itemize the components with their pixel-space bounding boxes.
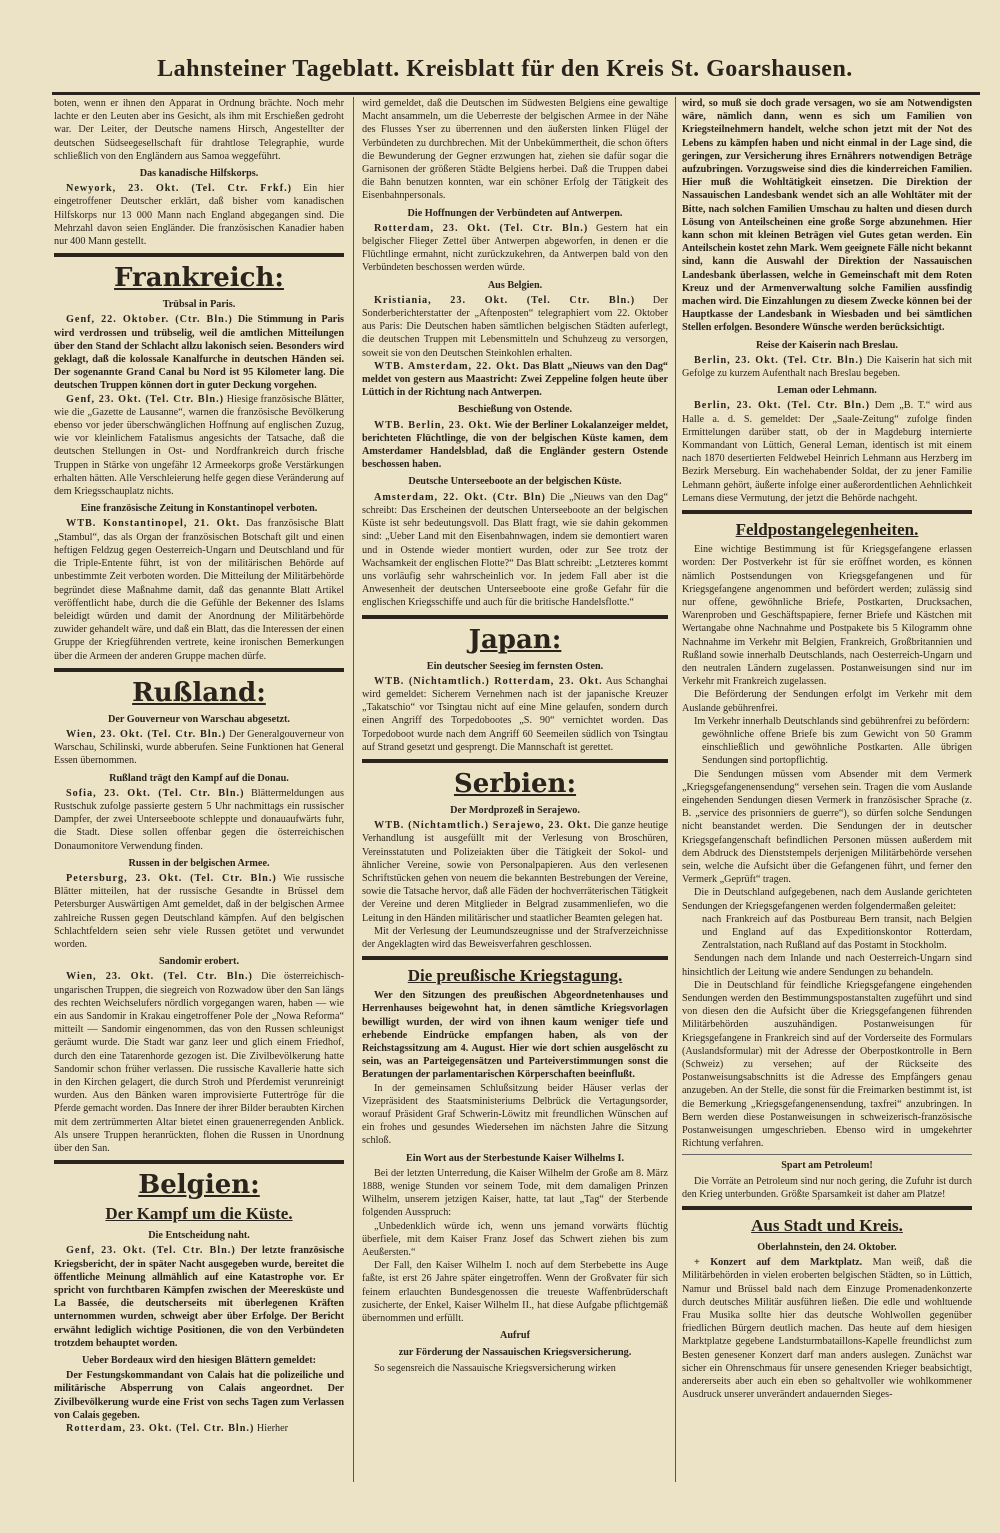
paragraph: Die Vorräte an Petroleum sind nur noch gering, die Zufuhr ist durch den Krieg unterbunden. Größte Sparsamkeit ist daher am Platze! (682, 1175, 972, 1200)
section-rule (54, 668, 344, 672)
article-title: Die preußische Kriegstagung. (407, 966, 623, 986)
paragraph: Wien, 23. Okt. (Tel. Ctr. Bln.) Die österreichisch-ungarischen Truppen, die siegreich von Rozwadow über den San längs des rechten Weichselufers nördlich vorgegangen waren, haben — wie ein aus Sandomir in Krakau eingetroffener Pole der „Nowa Reforma“ mitteilt — Sandomir eingenommen, das von den Russen schleunigst geräumt wurde. Die Stadt war ganz leer und glich einem Friedhof, durch den eine Tatarenhorde gezogen ist. Die Zivilbevölkerung hatte Sandomir schon früher verlassen. Die russische Kavallerie hatte sich in den Kirchen gelagert, die durch Stroh und Pferdemist verunreinigt wurden. Aus den Bänken waren improvisierte Futtertröge für die Pferde gemacht worden. Das Innere der ihrer Bilder beraubten Kirchen mit dem zertrümmerten Altar bietet einen grauenerregenden Anblick. Als unsere Truppen heranrückten, flohen die Russen in Unordnung über den San. (54, 971, 344, 1155)
paragraph: Mit der Verlesung der Leumundszeugnisse und der Strafverzeichnisse der Angeklagten wird das Beweisverfahren geschlossen. (362, 925, 668, 950)
paragraph: Rotterdam, 23. Okt. (Tel. Ctr. Bln.) Hierher (66, 1423, 289, 1435)
paragraph: Genf, 23. Okt. (Tel. Ctr. Bln.) Der letzte französische Kriegsbericht, der in später Nacht ausgegeben wurde, bereitet die öffentliche Meinung allmählich auf eine Katastrophe vor. Er spricht von furchtbaren Kämpfen zwischen der Meeresküste und La Bassée, die deutscherseits mit überlegenen Kräften unternommen wurden, schweigt aber über Erfolge. Der Bericht erwähnt lediglich wichtige Positionen, die von den Verbündeten trotzdem behauptet worden. (54, 1245, 344, 1349)
paragraph: Genf, 22. Oktober. (Ctr. Bln.) Die Stimmung in Paris wird verdrossen und trübselig, weil die amtlichen Mitteilungen über den Stand der Schlacht allzu lakonisch seien. Besonders wird geklagt, daß die kolossale Kanalfurche in deutschen Händen sei. Der sogenannte Grand Canal bu Nord ist 95 Kilometer lang. Die deutschen Truppen können dort in guter Deckung vorgehen. (54, 314, 344, 392)
paragraph: Die Beförderung der Sendungen erfolgt im Verkehr mit dem Auslande gebührenfrei. (682, 689, 972, 714)
paragraph: Der Fall, den Kaiser Wilhelm I. noch auf dem Sterbebette ins Auge faßte, ist erst 26 Jahre später eingetroffen. Wenn der Großvater für sich feinem erlauchten Bundesgenossen die treueste Waffenbrüderschaft zusicherte, der Enkel, Kaiser Wilhelm II., hat diese Aufgabe pflichtgemäß übernommen und erfüllt. (362, 1260, 668, 1325)
paragraph: WTB. Amsterdam, 22. Okt. Das Blatt „Nieuws van den Dag“ meldet von gestern aus Maastricht: Zwei Zeppeline folgen heute über Lüttich in der Richtung nach Antwerpen. (362, 360, 668, 399)
column-divider (675, 97, 676, 1482)
paragraph: Rotterdam, 23. Okt. (Tel. Ctr. Bln.) Gestern hat ein belgischer Flieger Zettel über Antwerpen abgeworfen, in denen er die Flüchtlinge ermahnt, nicht zurückzukehren, da Antwerpen bald von den Verbündeten beschossen werden würde. (362, 222, 668, 274)
paragraph: Der Festungskommandant von Calais hat die polizeiliche und militärische Absperrung von Calais angeordnet. Der Zivilbevölkerung wurde eine Frist von sechs Tagen zum Verlassen von Calais gegeben. (54, 1370, 344, 1421)
article-headline: Der Gouverneur von Warschau abgesetzt. (108, 713, 290, 725)
paragraph: Kristiania, 23. Okt. (Tel. Ctr. Bln.) Der Sonderberichterstatter der „Aftenposten“ telegraphiert vom 22. Oktober aus Paris: Die Deutschen haben sämtlichen belgischen Städten auferlegt, die deutschen Truppen mit Lebensmitteln und Schuhzeug zu versorgen, soweit sie von den Deutschen Steinkohlen erhalten. (362, 294, 668, 359)
paragraph: + Konzert auf dem Marktplatz. Man weiß, daß die Militärbehörden in vielen eroberten belgischen Städten, so in Lüttich, Namur und Brüssel bald nach dem Einzuge Promenadenkonzerte durch deutsches Militär ausführen ließen. Die edle und wohltuende Frau Musika sollte hier das deutsche Wohlwollen gegenüber friedlichen Bürgern deutlich machen. Das heute auf dem hiesigen Marktplatze gegebene Landsturmbataillons-Kapelle freundlichst zum Besten genesener Konzert darf man anders auslegen. Zunächst war sicher ein Ohrenschmaus für unsere genesenden Krieger beabsichtigt, andererseits aber auch ein eben so gehaltvoller wie wohlkommener Ausdruck unserer unverändert andauernden Sieges- (682, 1257, 972, 1401)
paragraph: Im Verkehr innerhalb Deutschlands sind gebührenfrei zu befördern: (694, 715, 970, 727)
section-title-russland: Rußland: (132, 677, 266, 708)
paragraph: In der gemeinsamen Schlußsitzung beider Häuser verlas der Vizepräsident des Staatsministeriums Delbrück die Vertagungsorder, worauf Präsident Graf Schwerin-Löwitz mit freundlichen Wünschen auf ein frohes und gesundes Wiedersehen im nächsten Jahre die Sitzung schloß. (362, 1082, 668, 1147)
paragraph: Genf, 23. Okt. (Tel. Ctr. Bln.) Hiesige französische Blätter, wie die „Gazette de Lausanne“, warnen die französische Bevölkerung ebenso vor jeder überschwänglichen Hoffnung auf englischen Zuzug, wie vor kleinlichem Fatalismus angesichts der Tatsache, daß die deutschen Stellungen in Ost- und Nordfrankreich durch frische Truppen in Stärke von ungefähr 12 Armeekorps große Verstärkungen erhalten hätten. Alle Verschleierung helfe gegen diese Veränderung auf dem Kriegsschauplatz nichts. (54, 393, 344, 498)
section-title-japan: Japan: (468, 624, 562, 655)
paragraph: wird gemeldet, daß die Deutschen im Südwesten Belgiens eine gewaltige Macht ansammeln, um die Ueberreste der belgischen Armee in der Nähe des Flusses Yser zu überrennen und den äußersten linken Flügel der Verbündeten zu durchbrechen. Mit der Unbekümmertheit, die schon öfters die Bewunderung der Gegner erzwungen hat, ziehen sie dafür sogar die Garnisonen der größeren Städte Belgiens herbei. Daß die Truppen dabei die Bahn benutzen konnten, war ein schöner Erfolg der Tätigkeit des Eisenbahnpersonals. (362, 98, 668, 202)
paragraph: WTB. (Nichtamtlich.) Rotterdam, 23. Okt. Aus Schanghai wird gemeldet: Sicherem Vernehmen nach ist der japanische Kreuzer „Takatschio“ vor Tsingtau nicht auf eine Mine gelaufen, sondern durch einen Angriff des Torpedobootes „S. 90“ vernichtet worden. Das Torpedoboot wurde nach dem Angriff 60 Seemeilen südlich von Tsingtau auf Strand gesetzt und gesprengt. Die Mannschaft ist gerettet. (362, 675, 668, 753)
paragraph: Sendungen nach dem Inlande und nach Oesterreich-Ungarn sind hinsichtlich der Leitung wie andere Sendungen zu behandeln. (682, 953, 972, 978)
article-headline: Die Hoffnungen der Verbündeten auf Antwerpen. (407, 207, 623, 219)
section-title-belgien: Belgien: (138, 1170, 260, 1201)
article-headline: Ein Wort aus der Sterbestunde Kaiser Wilhelms I. (405, 1152, 625, 1164)
paragraph: Wien, 23. Okt. (Tel. Ctr. Bln.) Der Generalgouverneur von Warschau, Schilinski, wurde abberufen. Seine Funktionen hat General Essen übernommen. (54, 728, 344, 767)
article-headline: Aufruf (500, 1330, 530, 1342)
article-headline: Deutsche Unterseeboote an der belgischen Küste. (408, 476, 622, 488)
section-rule (362, 759, 668, 763)
column-3 (682, 97, 972, 1487)
paragraph: boten, wenn er ihnen den Apparat in Ordnung brächte. Noch mehr lachte er den Leuten aber ins Gesicht, als ihm mit Erschießen gedroht war. Der Leiter, der Deutsche namens Hirsch, Angestellter der deutschen Südseegesellschaft für drahtlose Telegraphie, wurde schließlich von den Engländern aus Samoa weggeführt. (54, 98, 344, 162)
article-title: Der Kampf um die Küste. (105, 1204, 293, 1224)
paragraph: WTB. (Nichtamtlich.) Serajewo, 23. Okt. Die ganze heutige Verhandlung ist ausgefüllt mit der Verlesung von Broschüren, Vereinsstatuten und Polizeiakten über die Tätigkeit der Sokol- und ähnlicher Vereine, sowie von Personalpapieren. Aus den verlesenen Schriftstücken gehen von neuem die bekannten Bestrebungen der Vereine, sowie die Tatsache hervor, daß alle Fäden der hochverräterischen Tätigkeit der Vereine und deren Mitglieder in Belgrad zusammenliefen, wo die Leitung in den Händen militärischer und staatlicher Beamten gelegen hat. (362, 820, 668, 924)
article-headline: Aus Belgien. (487, 279, 543, 291)
article-headline: zur Förderung der Nassauischen Kriegsversicherung. (398, 1347, 632, 1359)
masthead: Lahnsteiner Tageblatt. Kreisblatt für den Kreis St. Goarshausen. (157, 56, 853, 82)
divider (682, 1154, 972, 1155)
column-2 (362, 97, 668, 1487)
paragraph: nach Frankreich auf das Postbureau Bern transit, nach Belgien und England auf das Expeditionskontor Rotterdam, Zentralstation, nach Rußland auf das Postamt in Stockholm. (702, 913, 972, 952)
paragraph: WTB. Berlin, 23. Okt. Wie der Berliner Lokalanzeiger meldet, berichteten Flüchtlinge, die von der belgischen Küste kamen, dem Amsterdamer Handelsblad, daß die Engländer gestern Ostende beschossen haben. (362, 419, 668, 471)
masthead-rule (52, 92, 980, 95)
article-headline: Ein deutscher Seesieg im fernsten Osten. (426, 660, 604, 672)
article-headline: Trübsal in Paris. (162, 299, 236, 311)
paragraph: Die Sendungen müssen vom Absender mit dem Vermerk „Kriegsgefangenensendung“ versehen sein. Tragen die vom Auslande eingehenden Sendungen diesen Vermerk in französischer Sprache (z. B. „service des prisonniers de guerre“), so dürfen solche Sendungen nicht beanstandet werden. Die Sendungen der in deutscher Kriegsgefangenschaft befindlichen Personen müssen außerdem mit dem Abdruck des Dienststempels derjenigen Militärbehörde versehen sein, welche die Aufsicht über die Gefangenen führt, und ferner den Vermerk „Geprüft“ tragen. (682, 768, 972, 886)
paragraph: wird, so muß sie doch grade versagen, wo sie am Notwendigsten wäre, nämlich dann, wenn es sich um Familien von Kriegsteilnehmern handelt, welche schon jetzt mit der Not des Lebens zu kämpfen haben und nicht einmal in der Lage sind, die geringen, zur Versicherung ihres Ernährers notwendigen Beträge aufzubringen. Vorzugsweise sind dies die kinderreichen Familien. Hier muß die Wohltätigkeit einsetzen. Die Direktion der Nassauischen Landesbank wendet sich an alle Wohltäter mit der Bitte, nach solchen Familien Umschau zu halten und diesen durch Lösung von Anteilscheinen eine große Sorge abzunehmen. Hier kann schon mit kleinen Beträgen viel Gutes getan werden. Ein Anteilschein kostet zehn Mark. Wem geeignete Fälle nicht bekannt sind, kann die Auswahl der Direktion der Nassauischen Landesbank überlassen, welche in Gemeinschaft mit dem Roten Kreuz und der Armenverwaltung solche Familien aussfindig machen wird. Die Einzahlungen zu diesem Zwecke können bei der Hauptkasse der Landesbank in Wiesbaden und bei sämtlichen Stellen erfolgen. Besondere Wünsche werden berücksichtigt. (682, 98, 972, 334)
paragraph: Bei der letzten Unterredung, die Kaiser Wilhelm der Große am 8. März 1888, wenige Stunden vor seinem Tode, mit dem damaligen Prinzen Wilhelm, unserem jetzigen Kaiser, hatte, tat laut „Tag“ der Sterbende folgenden Ausspruch: (362, 1167, 668, 1219)
article-headline: Eine französische Zeitung in Konstantinopel verboten. (80, 503, 318, 515)
article-headline: Reise der Kaiserin nach Breslau. (756, 339, 898, 351)
article-headline: Die Entscheidung naht. (148, 1230, 250, 1242)
paragraph: WTB. Konstantinopel, 21. Okt. Das französische Blatt „Stambul“, das als Organ der französischen Botschaft gilt und einen heftigen Feldzug gegen Oesterreich-Ungarn und Deutschland und für die Triple-Entente führt, ist von der militärischen Behörde auf unbestimmte Zeit verboten worden. Die Mitteilung der Militärbehörde begründet diese Maßnahme damit, daß das genannte Blatt Artikel veröffentlicht habe, durch die die Gefühle der Bekenner des Islams beleidigt würden und damit der Anordnung der Militärbehörde zuwider gehandelt wäre, und daß ein Blatt, das die Interessen der einen Gruppe der Kriegführenden vertrete, keine ironischen Bemerkungen über die Armeen der anderen Gruppe machen dürfe. (54, 518, 344, 662)
paragraph: Berlin, 23. Okt. (Tel. Ctr. Bln.) Dem „B. T.“ wird aus Halle a. d. S. gemeldet: Der „Saale-Zeitung“ zufolge finden Ermittelungen darüber statt, ob der in Magdeburg internierte Kommandant von Lüttich, General Leman, identisch ist mit einem nach 1870 desertierten Feldwebel Heinrich Lehmann aus Herzberg im Bezirk Merseburg. Ein wachehabender Soldat, der zu jener Familie Lehmann gehört, äußerte infolge einer außerordentlichen Aehnlichkeit Lemans diese Vermutung, der jetzt die Behörde nachgeht. (682, 400, 972, 504)
article-headline: Russen in der belgischen Armee. (128, 857, 270, 869)
article-headline: Rußland trägt den Kampf auf die Donau. (109, 772, 289, 784)
paragraph: Die in Deutschland aufgegebenen, nach dem Auslande gerichteten Sendungen der Kriegsgefangenen werden folgendermaßen geleitet: (682, 887, 972, 912)
article-headline: Sandomir erobert. (159, 956, 239, 968)
paragraph: gewöhnliche offene Briefe bis zum Gewicht von 50 Gramm einschließlich und gewöhnliche Postkarten. Alle übrigen Sendungen sind portopflichtig. (702, 728, 972, 767)
dateline: Newyork, 23. Okt. (Tel. Ctr. Frkf.) (66, 183, 293, 195)
paragraph: Amsterdam, 22. Okt. (Ctr. Bln) Die „Nieuws van den Dag“ schreibt: Das Erscheinen der deutschen Unterseeboote an der belgischen Küste ist sehr bedeutungsvoll. Das Blatt fragt, wie sie dahin gekommen sind: „Ueber Land mit den Eisenbahnwagen, indem sie demontiert waren und in Ostende wieder montiert wurden, oder zur See trotz der Wachsamkeit der englischen Flotte?“ Das Blatt schreibt: „Letzteres kommt uns vorläufig sehr wahrscheinlich vor. In jedem Fall aber ist die Anwesenheit der deutschen Unterseeboote eine große Gefahr für die englischen Kriegsschiffe und auch für die britische Handelsflotte.“ (362, 491, 668, 609)
section-title-frankreich: Frankreich: (114, 263, 284, 294)
paragraph: Die in Deutschland für feindliche Kriegsgefangene eingehenden Sendungen werden den Bestimmungspostanstalten zugeführt und sind von diesen den die Aufsicht über die Kriegsgefangenen führenden Militärbehörden auszuhändigen. Postanweisungen für Kriegsgefangene in Frankreich sind auf der Vorderseite des Formulars (Auslandsformular) mit der Adresse der Oberpostkontrolle in Bern (Schweiz) zu versehen; auf der Rückseite des Postanweisungsabschnitts ist die Adresse des Empfängers genau anzugeben. An der Stelle, die sonst für die Freimarken bestimmt ist, ist die Bemerkung „Kriegsgefangenensendung, taxfrei“ anzubringen. In Bern werden diese Postanweisungen in schweizerisch-französische Postanweisungen umgeschrieben. Ebenso wird in umgekehrter Richtung verfahren. (682, 979, 972, 1150)
paragraph: Sofia, 23. Okt. (Tel. Ctr. Bln.) Blättermeldungen aus Rustschuk zufolge passierte gestern 5 Uhr nachmittags ein russischer Dampfer, der zwei Unterseeboote schleppte und donauaufwärts fuhr, die Stadt. Diese sollen offenbar gegen die österreichischen Donaumonitore Verwendung finden. (54, 787, 344, 852)
article-headline: Das kanadische Hilfskorps. (139, 168, 259, 180)
section-rule (682, 1206, 972, 1210)
section-rule (362, 615, 668, 619)
section-title-feldpost: Feldpostangelegenheiten. (735, 520, 919, 540)
section-rule (362, 956, 668, 960)
article-headline: Der Mordprozeß in Serajewo. (450, 804, 580, 816)
paragraph: „Unbedenklich würde ich, wenn uns jemand vorwärts flüchtig überfiele, mit dem Kaiser Franz Josef das Schwert ziehen bis zum Aeußersten.“ (362, 1220, 668, 1259)
paragraph: Berlin, 23. Okt. (Tel. Ctr. Bln.) Die Kaiserin hat sich mit Gefolge zu kurzem Aufenthalt nach Breslau begeben. (682, 354, 972, 380)
section-rule (682, 510, 972, 514)
article-headline: Leman oder Lehmann. (777, 385, 877, 397)
article-headline: Beschießung von Ostende. (457, 404, 573, 416)
article-headline: Ueber Bordeaux wird den hiesigen Blättern gemeldet: (81, 1355, 317, 1367)
column-divider (353, 97, 354, 1482)
paragraph: Eine wichtige Bestimmung ist für Kriegsgefangene erlassen worden: Der Postverkehr ist für sie eröffnet worden, es können nämlich Postsendungen von Kriegsgefangenen und für Kriegsgefangene angenommen und befördert werden; zulässig sind nur offene, gewöhnliche Briefe, Postkarten, Drucksachen, Warenproben und Geschäftspapiere, ferner Briefe und Kästchen mit Wertangabe ohne Nachnahme und Postpakete bis 5 Kilogramm ohne Nachnahme im Verkehr mit Belgien, Frankreich, Großbritannien und Rußland sowie innerhalb Deutschlands, nach Oesterreich-Ungarn und den neutralen Ländern zugelassen. Postanweisungen sind nur im Verkehr mit Frankreich zugelassen. (682, 544, 972, 688)
paragraph: Petersburg, 23. Okt. (Tel. Ctr. Bln.) Wie russische Blätter mitteilen, hat der russische Gesandte in Brüssel dem Petersburger Auswärtigen Amt gemeldet, daß in der belgischen Armee zahlreiche Russen gegen Deutschland kämpfen. Auf den belgischen Schlachtfeldern seien sehr viele Russen getötet und verwundet worden. (54, 872, 344, 950)
section-title-serbien: Serbien: (453, 768, 577, 799)
dateline: Oberlahnstein, den 24. Oktober. (757, 1242, 897, 1254)
paragraph: So segensreich die Nassauische Kriegsversicherung wirken (374, 1362, 616, 1374)
paragraph: Newyork, 23. Okt. (Tel. Ctr. Frkf.) Ein hier eingetroffener Deutscher erklärt, daß bisher vom kanadischen Hilfskorps nur 13 000 Mann nach England abgegangen sind. Die Mehrzahl davon seien Engländer. Die französischen Kanadier haben nur 400 Mann gestellt. (54, 183, 344, 248)
article-headline: Spart am Petroleum! (781, 1160, 873, 1172)
section-rule (54, 1160, 344, 1164)
section-rule (54, 253, 344, 257)
paragraph: Wer den Sitzungen des preußischen Abgeordnetenhauses und Herrenhauses beigewohnt hat, in denen sämtliche Kriegsvorlagen bewilligt wurden, der wird von ihnen kaum weniger tiefe und erhebende Eindrücke empfangen haben, als von der Reichstagssitzung am 4. August. Hier wie dort schien ausgelöscht zu sein, was an Parteigegensätzen und Parteiverstimmungen sonst die Beratungen der parlamentarischen Körperschaften beeinflußt. (362, 990, 668, 1081)
column-1 (54, 97, 344, 1487)
section-title-stadt: Aus Stadt und Kreis. (751, 1216, 903, 1236)
